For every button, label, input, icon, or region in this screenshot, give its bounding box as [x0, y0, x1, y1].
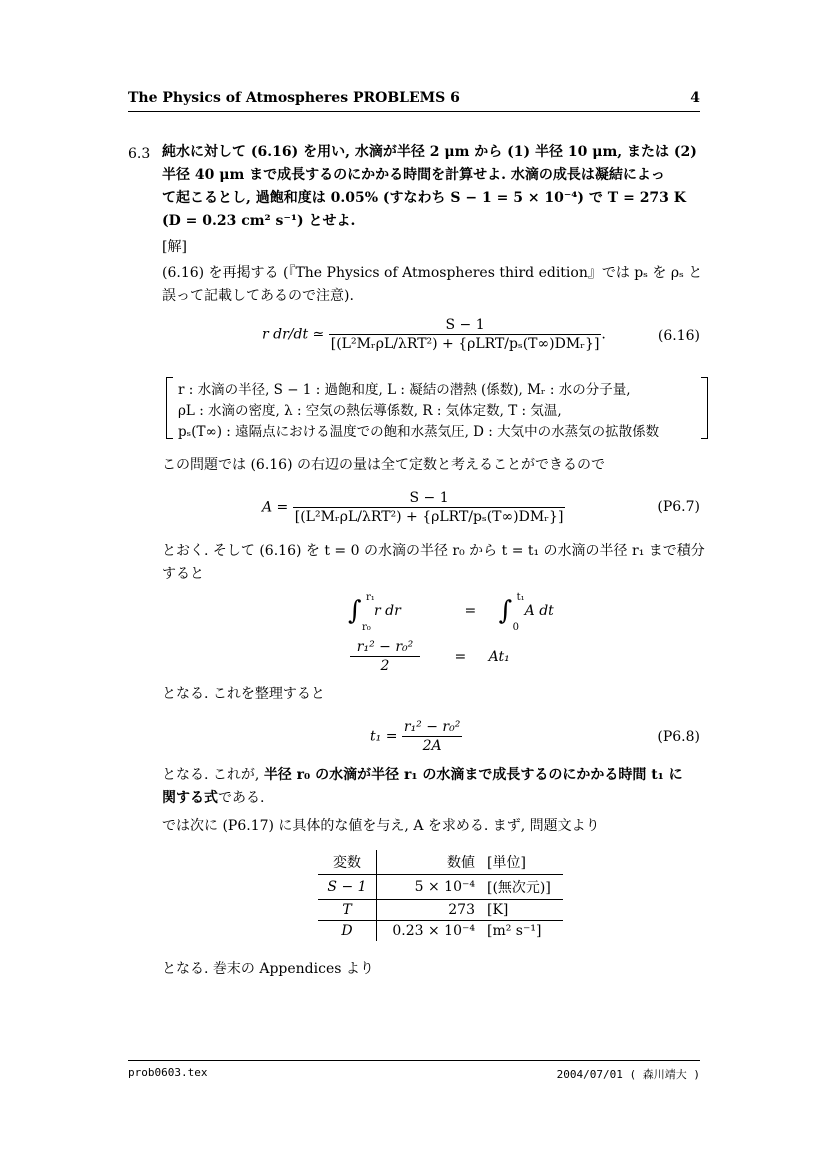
table-cell-unit: [m² s⁻¹] [487, 923, 542, 939]
table-header-row [318, 850, 563, 875]
table-header-unit: [単位] [481, 850, 563, 875]
text-arrange: となる. これを整理すると [162, 686, 325, 702]
values-table [318, 850, 563, 941]
footer-date-author: 2004/07/01 ( 森川靖大 ) [556, 1068, 700, 1081]
table-header-variable: 変数 [318, 850, 377, 875]
table-row [318, 921, 563, 942]
eqp67-numerator: S − 1 [293, 489, 566, 508]
eq616-label: (6.16) [657, 328, 700, 344]
header-rule [128, 111, 700, 112]
intro-line-1: (6.16) を再掲する (『The Physics of Atmospheres third edition』では pₛ を ρₛ と [162, 265, 703, 281]
text-integrate [162, 540, 707, 586]
row2-numerator: r₁² − r₀² [350, 638, 420, 657]
table-row [318, 900, 563, 921]
intro-line-2: 誤って記載してあるので注意). [162, 288, 354, 304]
integral-row-1 [348, 592, 554, 633]
result-line-2-bold: 関する式 [162, 790, 218, 806]
eqp68-label: (P6.8) [657, 729, 700, 745]
problem-line-1: 純水に対して (6.16) を用い, 水滴が半径 2 μm から (1) 半径 10 μm, または (2) [162, 144, 697, 160]
row2-rhs: At₁ [488, 648, 510, 665]
text-after-table: となる. 巻末の Appendices より [162, 961, 374, 977]
integrate-line-1: とおく. そして (6.16) を t = 0 の水滴の半径 r₀ から t = t₁ の水滴の半径 r₁ まで積分 [162, 543, 705, 559]
row2-eq-sign: = [454, 648, 467, 665]
result-line-2-plain: である. [218, 790, 265, 806]
right-bracket [701, 377, 708, 439]
problem-line-4: (D = 0.23 cm² s⁻¹) とせよ. [162, 213, 356, 229]
problem-statement [162, 141, 707, 233]
eqp68-denominator: 2A [422, 738, 442, 754]
page-number: 4 [690, 90, 700, 106]
problem-number: 6.3 [128, 146, 151, 162]
table-header-value: 数値 [377, 850, 482, 875]
eqp67-label: (P6.7) [657, 499, 700, 515]
problem-line-2: 半径 40 μm まで成長するのにかかる時間を計算せよ. 水滴の成長は凝結によっ [162, 167, 665, 183]
eq616-denominator: [(L²MᵣρL/λRT²) + {ρLRT/pₛ(T∞)DMᵣ}] [330, 336, 600, 352]
definitions-line-2: ρL : 水滴の密度, λ : 空気の熱伝導係数, R : 気体定数, T : 気温, [178, 403, 562, 419]
text-next: では次に (P6.17) に具体的な値を与え, A を求める. まず, 問題文より [162, 818, 600, 834]
table-cell-variable: S − 1 [318, 875, 377, 900]
eq616-fraction [329, 316, 602, 353]
table-cell-unit: [(無次元)] [481, 875, 563, 900]
page-header [128, 90, 700, 106]
definitions-line-3: pₛ(T∞) : 遠隔点における温度での飽和水蒸気圧, D : 大気中の水蒸気の拡散係数 [178, 424, 660, 440]
footer-filename: prob0603.tex [128, 1066, 208, 1079]
table-cell-value: 5 × 10⁻⁴ [377, 875, 482, 900]
intro-text [162, 262, 707, 308]
left-bracket [166, 377, 173, 439]
definitions-box [166, 377, 708, 439]
result-line-1-bold: 半径 r₀ の水滴が半径 r₁ の水滴まで成長するのにかかる時間 t₁ に [263, 767, 683, 783]
eqp68-numerator: r₁² − r₀² [403, 719, 461, 735]
eq616-tail: . [601, 326, 606, 343]
integral-sign-2: ∫ [498, 596, 513, 626]
integral-eq-sign: = [464, 603, 477, 619]
eqp68-fraction [402, 718, 462, 755]
solution-label: [解] [162, 239, 187, 255]
eqp67-lhs: A = [262, 499, 289, 516]
equation-p6-7 [262, 489, 565, 526]
integral-row-2 [350, 638, 510, 675]
integrand-2: A dt [524, 603, 554, 619]
table-cell-value: 0.23 × 10⁻⁴ [392, 923, 475, 939]
eq616-numerator: S − 1 [329, 316, 602, 335]
text-constants: この問題では (6.16) の右辺の量は全て定数と考えることができるので [162, 457, 605, 473]
integrate-line-2: すると [162, 566, 204, 582]
table-row [318, 875, 563, 900]
table-cell-unit: [K] [481, 900, 563, 921]
header-title: The Physics of Atmospheres PROBLEMS 6 [128, 90, 460, 106]
eq616-lhs: r dr/dt ≃ [262, 326, 325, 343]
text-result [162, 764, 707, 810]
integrand-1: r dr [374, 603, 401, 619]
definitions-line-1: r : 水滴の半径, S − 1 : 過飽和度, L : 凝結の潜熱 (係数), Mᵣ : 水の分子量, [178, 382, 631, 398]
footer-rule [128, 1060, 700, 1061]
eqp68-lhs: t₁ = [370, 728, 398, 745]
row2-fraction [350, 638, 420, 675]
upper-limit-2: t₁ [516, 592, 525, 603]
integral-sign-1: ∫ [348, 596, 362, 626]
result-line-2 [162, 787, 707, 810]
upper-limit-1: r₁ [366, 592, 375, 603]
row2-denominator: 2 [380, 658, 390, 674]
result-line-1-plain: となる. これが, [162, 767, 264, 783]
table-cell-value: 273 [377, 900, 482, 921]
eqp67-denominator: [(L²MᵣρL/λRT²) + {ρLRT/pₛ(T∞)DMᵣ}] [294, 509, 564, 525]
equation-6-16 [262, 316, 606, 353]
equation-p6-8 [370, 718, 462, 755]
problem-line-3: て起こるとし, 過飽和度は 0.05% (すなわち S − 1 = 5 × 10⁻⁴) で T = 273 K [162, 190, 686, 206]
table-cell-variable: T [318, 900, 377, 921]
eqp67-fraction [293, 489, 566, 526]
result-line-1 [162, 764, 707, 787]
lower-limit-1: r₀ [362, 622, 371, 633]
lower-limit-2: 0 [512, 622, 520, 633]
table-cell-variable: D [318, 921, 377, 942]
